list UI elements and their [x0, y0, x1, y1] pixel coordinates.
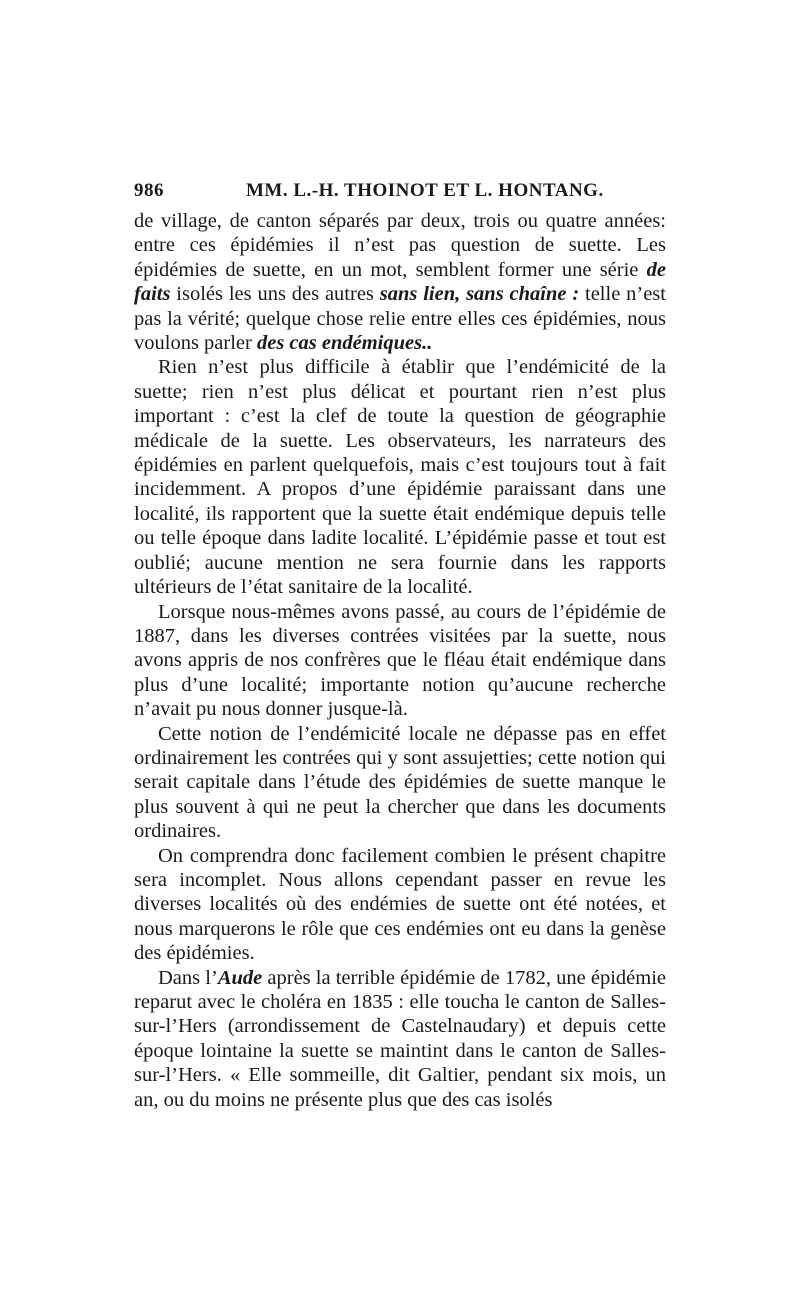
paragraph: Rien n’est plus difficile à établir que l’endémicité de la suette; rien n’est plus délicat et pourtant rien n’est plus important : c’est la clef de toute la question de géographie médicale de la suette. Les observateurs, les narrateurs des épidémies en parlent quelquefois, mais c’est toujours tout à fait incidemment. A propos d’une épidémie paraissant dans une localité, ils rapportent que la suette était endémique depuis telle ou telle époque dans ladite localité. L’épidémie passe et tout est oublié; aucune mention ne sera fournie dans les rapports ultérieurs de l’état sanitaire de la localité. — [134, 356, 666, 599]
paragraph-continuation — [134, 209, 666, 355]
paragraph: Cette notion de l’endémicité locale ne dépasse pas en effet ordinairement les contrées qui y sont assujetties; cette notion qui serait capitale dans l’étude des épidémies de suette manque le plus souvent à qui ne peut la chercher que dans les documents ordinaires. — [134, 722, 666, 843]
page-number: 986 — [134, 180, 164, 201]
running-head: MM. L.-H. THOINOT ET L. HONTANG. — [246, 180, 604, 201]
text-run: de village, de canton séparés par deux, trois ou quatre années: entre ces épidémies il n’est pas question de suette. Les épidémies de suette, en un mot, semblent former une série — [134, 210, 666, 281]
text-run: isolés les uns des autres — [170, 283, 380, 306]
text-run: telle n’est pas la vérité; quelque chose relie entre elles ces épidémies, nous voulons parler — [134, 283, 666, 355]
italic-place-name: Aude — [217, 966, 263, 989]
italic-phrase: sans lien, sans chaîne : — [379, 283, 580, 306]
body-text — [134, 209, 666, 1112]
text-run: Dans l’ — [158, 966, 218, 989]
page-header — [134, 180, 666, 204]
italic-phrase: des cas endémiques.. — [256, 332, 433, 355]
italic-phrase: de faits — [134, 258, 666, 306]
text-run: après la terrible épidémie de 1782, une épidémie reparut avec le choléra en 1835 : elle toucha le canton de Salles-sur-l’Hers (arrondissement de Castelnaudary) et depuis cette époque lointaine la suette se maintint dans le canton de Salles-sur-l’Hers. « Elle sommeille, dit Galtier, pendant six mois, un an, ou du moins ne présente plus que des cas isolés — [134, 966, 667, 1111]
paragraph: Lorsque nous-mêmes avons passé, au cours de l’épidémie de 1887, dans les diverses contrées visitées par la suette, nous avons appris de nos confrères que le fléau était endémique dans plus d’une localité; importante notion qu’aucune recherche n’avait pu nous donner jusque-là. — [134, 600, 666, 721]
paragraph: On comprendra donc facilement combien le présent chapitre sera incomplet. Nous allons cependant passer en revue les diverses localités où des endémies de suette ont été notées, et nous marquerons le rôle que ces endémies ont eu dans la genèse des épidémies. — [134, 844, 666, 965]
paragraph — [134, 966, 666, 1112]
